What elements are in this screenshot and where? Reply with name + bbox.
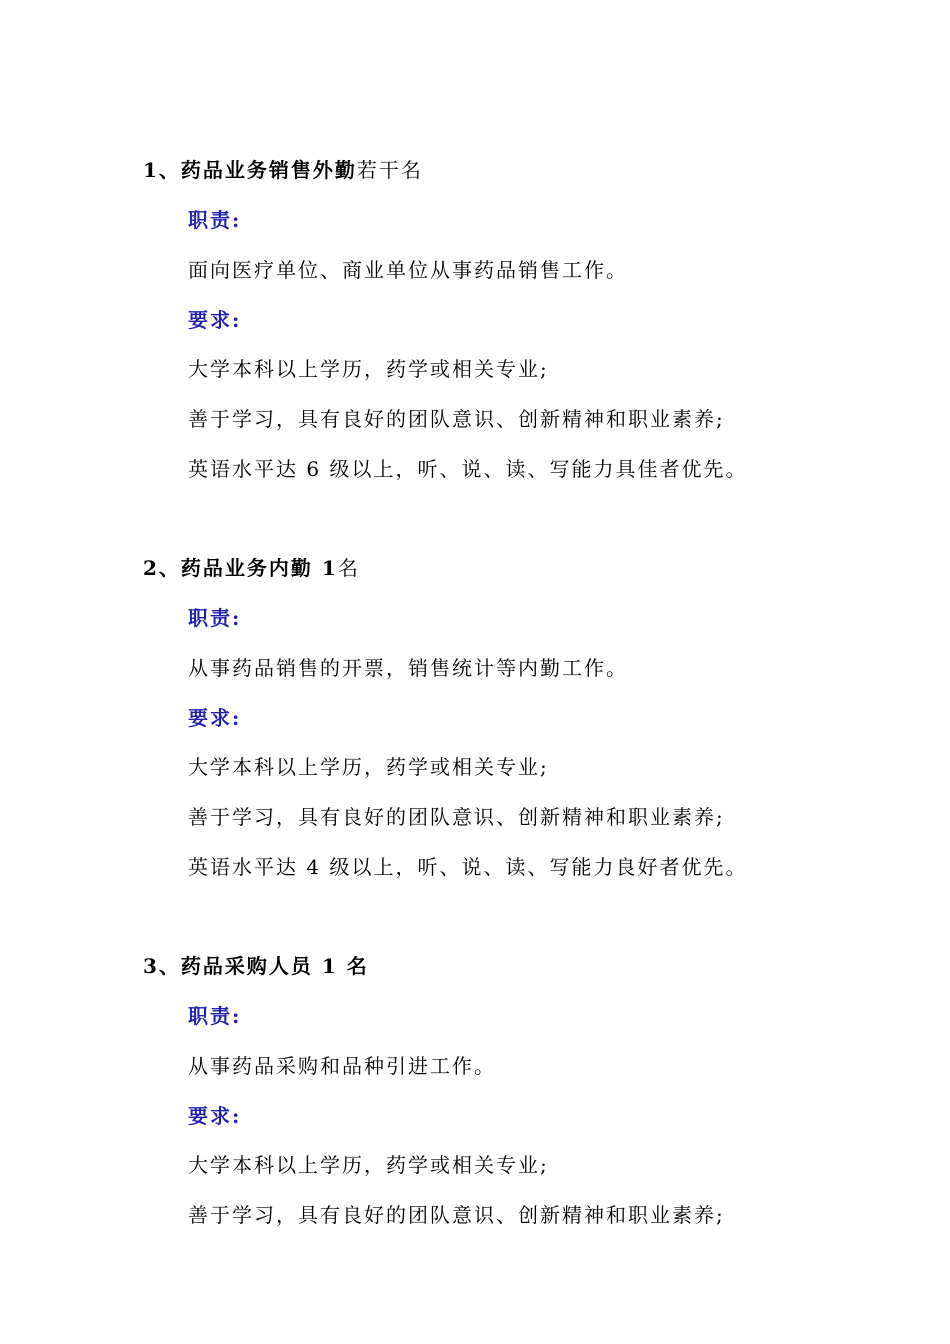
- duty-line: 从事药品采购和品种引进工作。: [188, 1054, 496, 1078]
- requirement-line: 英语水平达 6 级以上，听、说、读、写能力具佳者优先。: [188, 457, 748, 481]
- job-number: 2、: [143, 556, 181, 580]
- duty-line: 面向医疗单位、商业单位从事药品销售工作。: [188, 258, 628, 282]
- duty-label: 职责:: [188, 606, 242, 630]
- requirement-line: 大学本科以上学历，药学或相关专业;: [188, 1153, 549, 1177]
- job-quota: 名: [337, 556, 360, 580]
- requirement-label: 要求:: [188, 1104, 242, 1128]
- job-title: 药品业务销售外勤: [180, 158, 357, 182]
- requirement-line: 大学本科以上学历，药学或相关专业;: [188, 357, 549, 381]
- job-title: 药品采购人员 1 名: [180, 954, 369, 978]
- job-number: 3、: [143, 954, 181, 978]
- duty-label: 职责:: [188, 1004, 242, 1028]
- requirement-label: 要求:: [188, 308, 242, 332]
- job-number: 1、: [143, 158, 181, 182]
- job-quota: 若干名: [356, 158, 423, 182]
- requirement-line: 善于学习，具有良好的团队意识、创新精神和职业素养;: [188, 1203, 725, 1227]
- duty-label: 职责:: [188, 208, 242, 232]
- requirement-line: 善于学习，具有良好的团队意识、创新精神和职业素养;: [188, 805, 725, 829]
- requirement-label: 要求:: [188, 706, 242, 730]
- job-title: 药品业务内勤 1: [180, 556, 338, 580]
- requirement-line: 英语水平达 4 级以上，听、说、读、写能力良好者优先。: [188, 855, 748, 879]
- job-heading: [143, 556, 360, 580]
- duty-line: 从事药品销售的开票，销售统计等内勤工作。: [188, 656, 628, 680]
- job-heading: [143, 954, 369, 978]
- job-heading: [143, 158, 423, 182]
- requirement-line: 善于学习，具有良好的团队意识、创新精神和职业素养;: [188, 407, 725, 431]
- requirement-line: 大学本科以上学历，药学或相关专业;: [188, 755, 549, 779]
